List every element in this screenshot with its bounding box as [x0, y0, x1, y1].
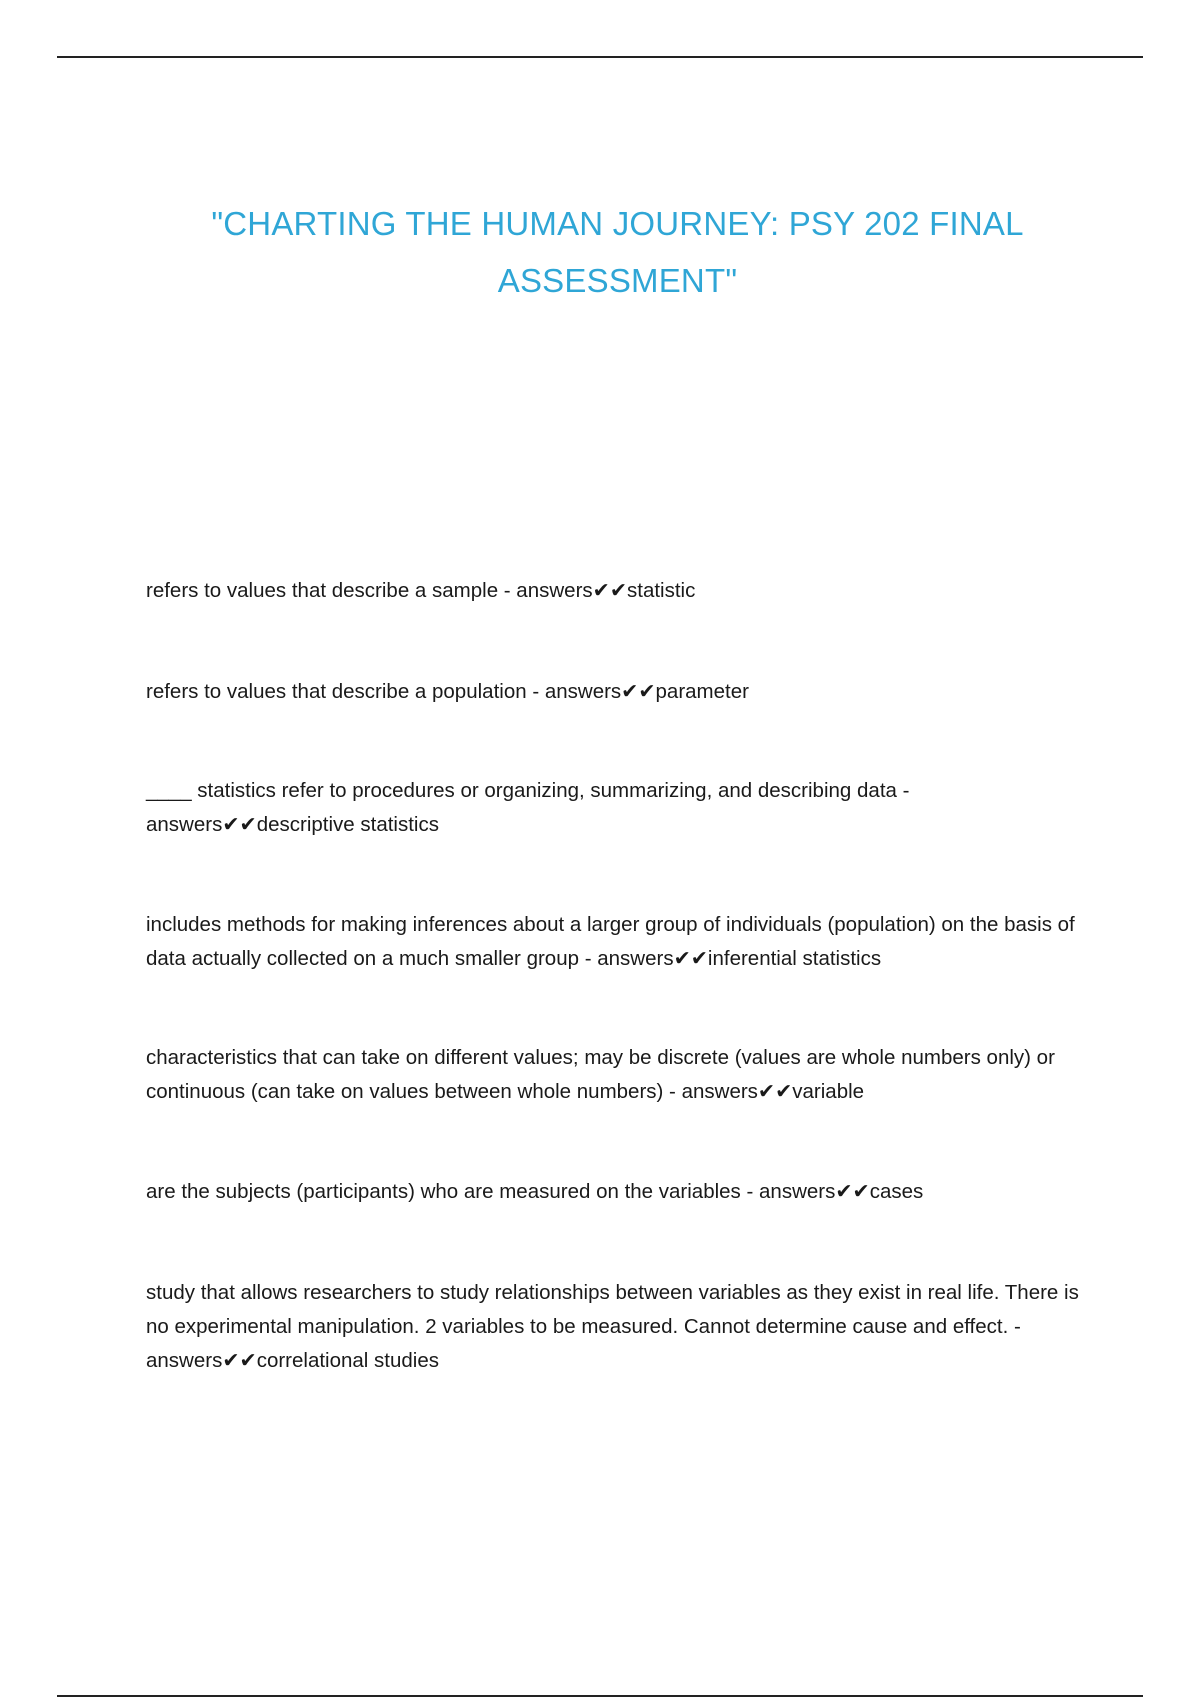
qa-item: refers to values that describe a sample - answers✔✔statistic: [146, 579, 696, 602]
qa-item: are the subjects (participants) who are measured on the variables - answers✔✔cases: [146, 1180, 924, 1203]
bottom-divider: [57, 1695, 1143, 1697]
qa-item: includes methods for making inferences about a larger group of individuals (population) on the basis of data actually collected on a much smaller group - answers✔✔inferential statistics: [146, 913, 1075, 970]
qa-item: study that allows researchers to study relationships between variables as they exist in real life. There is no experimental manipulation. 2 variables to be measured. Cannot determine cause and effect. - answers✔✔correlational studies: [146, 1281, 1079, 1372]
top-divider: [57, 56, 1143, 58]
qa-item: ____ statistics refer to procedures or organizing, summarizing, and describing data - answers✔✔descriptive statistics: [146, 779, 910, 836]
qa-item: refers to values that describe a population - answers✔✔parameter: [146, 680, 749, 703]
document-title: "CHARTING THE HUMAN JOURNEY: PSY 202 FINAL ASSESSMENT": [211, 205, 1024, 299]
qa-item: characteristics that can take on different values; may be discrete (values are whole numbers only) or continuous (can take on values between whole numbers) - answers✔✔variable: [146, 1046, 1055, 1103]
